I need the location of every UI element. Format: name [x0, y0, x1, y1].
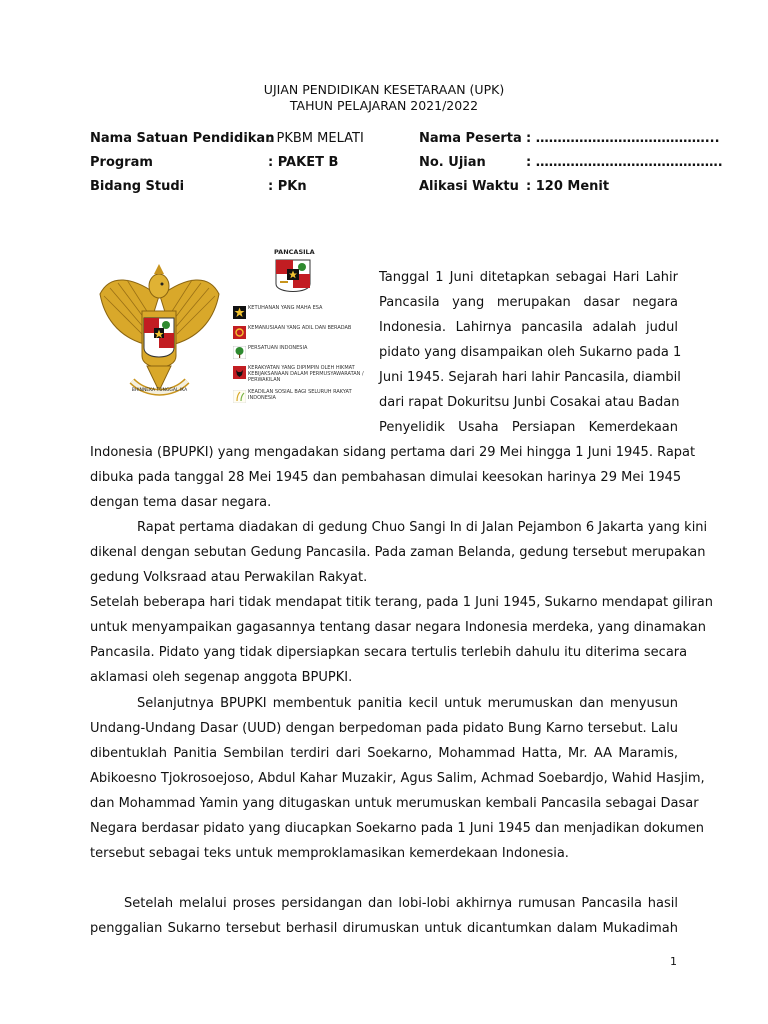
para3-line-2: untuk menyampaikan gagasannya tentang dasar negara Indonesia merdeka, yang dinamakan [90, 620, 707, 635]
value-exam-number: : ……………………………………. [526, 155, 723, 170]
legend-sila-2 [230, 324, 368, 342]
sila-2-text: KEMANUSIAAN YANG ADIL DAN BERADAB [248, 325, 352, 331]
sila-3-text: PERSATUAN INDONESIA [248, 345, 308, 351]
value-time: : 120 Menit [526, 179, 610, 194]
para4-line-4: dan Mohammad Yamin yang ditugaskan untuk merumuskan kembali Pancasila sebagai Dasar [90, 796, 699, 811]
para2-line-2: gedung Volksraad atau Perwakilan Rakyat. [90, 570, 368, 585]
chain-icon [233, 326, 246, 339]
star-icon [233, 306, 246, 319]
para1-full-3: dengan tema dasar negara. [90, 495, 272, 510]
pancasila-legend [230, 236, 368, 414]
para1-line-7: Penyelidik Usaha Persiapan Kemerdekaan [379, 420, 678, 435]
para1-full-2: dibuka pada tanggal 28 Mei 1945 dan pembahasan dimulai keesokan harinya 29 Mei 1945 [90, 470, 682, 485]
para1-line-3: Indonesia. Lahirnya pancasila adalah judul [379, 320, 678, 335]
para5-line-1: penggalian Sukarno tersebut berhasil dirumuskan untuk dicantumkan dalam Mukadimah [90, 921, 678, 936]
value-participant: : …………………………………... [526, 131, 720, 146]
pancasila-figure [92, 236, 368, 414]
para2-first: Rapat pertama diadakan di gedung Chuo Sangi In di Jalan Pejambon 6 Jakarta yang kini [137, 520, 708, 535]
label-participant: Nama Peserta [419, 131, 522, 146]
para1-line-5: Juni 1945. Sejarah hari lahir Pancasila, diambil [379, 370, 681, 385]
legend-sila-5 [230, 388, 368, 410]
label-school: Nama Satuan Pendidikan [90, 131, 275, 146]
garuda-motto-label: BHINNEKA TUNGGAL IKA [131, 388, 188, 393]
legend-title: PANCASILA [274, 248, 315, 256]
para4-line-3: Abikoesno Tjokrosoejoso, Abdul Kahar Muzakir, Agus Salim, Achmad Soebardjo, Wahid Hasjim, [90, 771, 705, 786]
para3-line-1: Setelah beberapa hari tidak mendapat titik terang, pada 1 Juni 1945, Sukarno mendapat giliran [90, 595, 713, 610]
para4-first: Selanjutnya BPUPKI membentuk panitia kecil untuk merumuskan dan menyusun [137, 696, 678, 711]
sila-5-text: KEADILAN SOSIAL BAGI SELURUH RAKYAT INDONESIA [248, 389, 352, 401]
garuda-pancasila-emblem [92, 256, 227, 406]
para4-line-1: Undang-Undang Dasar (UUD) dengan berpedoman pada pidato Bung Karno tersebut. Lalu [90, 721, 678, 736]
banyan-tree-icon [233, 346, 246, 359]
para4-line-2: dibentuklah Panitia Sembilan terdiri dari Soekarno, Mohammad Hatta, Mr. AA Maramis, [90, 746, 678, 761]
para3-line-3: Pancasila. Pidato yang tidak dipersiapkan secara tertulis terlebih dahulu itu diterima secara [90, 645, 688, 660]
para5-first: Setelah melalui proses persidangan dan lobi-lobi akhirnya rumusan Pancasila hasil [124, 896, 678, 911]
bull-head-icon [233, 366, 246, 379]
legend-sila-3 [230, 344, 368, 362]
para4-line-6: tersebut sebagai teks untuk memproklamasikan kemerdekaan Indonesia. [90, 846, 569, 861]
para2-line-1: dikenal dengan sebutan Gedung Pancasila. Pada zaman Belanda, gedung tersebut merupakan [90, 545, 706, 560]
rice-cotton-icon [233, 390, 246, 403]
legend-sila-1 [230, 304, 368, 322]
pancasila-shield-icon [274, 258, 312, 298]
page-number: 1 [670, 955, 677, 968]
label-program: Program [90, 155, 153, 170]
label-time: Alikasi Waktu [419, 179, 519, 194]
value-subject: : PKn [268, 179, 307, 194]
para3-line-4: aklamasi oleh segenap anggota BPUPKI. [90, 670, 353, 685]
para1-line-1: Tanggal 1 Juni ditetapkan sebagai Hari Lahir [379, 270, 678, 285]
para1-line-6: dari rapat Dokuritsu Junbi Cosakai atau Badan [379, 395, 680, 410]
label-exam-number: No. Ujian [419, 155, 486, 170]
para1-full-1: Indonesia (BPUPKI) yang mengadakan sidang pertama dari 29 Mei hingga 1 Juni 1945. Rapat [90, 445, 696, 460]
sila-1-text: KETUHANAN YANG MAHA ESA [248, 305, 323, 311]
exam-year: TAHUN PELAJARAN 2021/2022 [289, 98, 479, 113]
para1-line-4: pidato yang disampaikan oleh Sukarno pada 1 [379, 345, 682, 360]
para4-line-5: Negara berdasar pidato yang diucapkan Soekarno pada 1 Juni 1945 dan menjadikan dokumen [90, 821, 705, 836]
value-program: : PAKET B [268, 155, 339, 170]
para1-line-2: Pancasila yang merupakan dasar negara [379, 295, 678, 310]
label-subject: Bidang Studi [90, 179, 185, 194]
exam-title: UJIAN PENDIDIKAN KESETARAAN (UPK) [263, 82, 505, 97]
legend-sila-4 [230, 364, 368, 388]
value-school: : PKBM MELATI [268, 131, 364, 146]
sila-4-text: KERAKYATAN YANG DIPIMPIN OLEH HIKMAT KEBIJAKSANAAN DALAM PERMUSYAWARATAN / PERWAKILAN [248, 365, 364, 383]
